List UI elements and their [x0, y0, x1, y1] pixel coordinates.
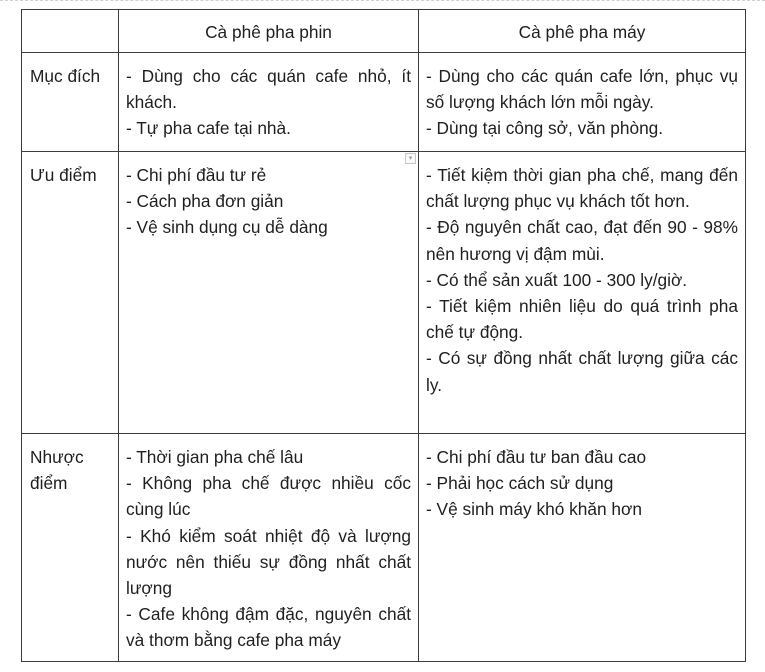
cell-line: - Vệ sinh máy khó khăn hơn	[426, 499, 642, 520]
header-cell-empty[interactable]	[22, 10, 119, 53]
cell-line: - Phải học cách sử dụng	[426, 473, 614, 494]
cell-line: - Không pha chế được nhiều cốc cùng lúc	[126, 473, 411, 520]
header-cell-may[interactable]	[419, 10, 746, 53]
phin-cell-uu-diem[interactable]	[119, 152, 419, 434]
cell-line: - Chi phí đầu tư rẻ	[126, 165, 267, 185]
table-header-row	[22, 10, 746, 53]
cell-line: - Vệ sinh dụng cụ dễ dàng	[126, 217, 328, 238]
cell-line: - Cafe không đậm đặc, nguyên chất và thơm bằng cafe pha máy	[126, 604, 411, 651]
cell-line: - Tiết kiệm nhiên liệu do quá trình pha chế tự động.	[426, 296, 738, 343]
cell-line: - Cách pha đơn giản	[126, 191, 284, 212]
cell-line: - Dùng cho các quán cafe lớn, phục vụ số lượng khách lớn mỗi ngày.	[426, 66, 738, 113]
header-cell-phin[interactable]	[119, 10, 419, 53]
may-cell-muc-dich[interactable]	[419, 53, 746, 152]
comparison-table	[21, 9, 746, 662]
row-label-text: Mục đích	[30, 66, 101, 86]
cell-line: - Tự pha cafe tại nhà.	[126, 118, 291, 139]
cell-line: - Thời gian pha chế lâu	[126, 447, 304, 467]
phin-cell-muc-dich[interactable]	[119, 53, 419, 152]
row-label-cell[interactable]	[22, 152, 119, 434]
cell-resize-handle-icon[interactable]: ▾	[405, 153, 416, 164]
row-label-text: Nhược điểm	[30, 447, 84, 494]
cell-line: - Chi phí đầu tư ban đầu cao	[426, 447, 647, 467]
page-top-border	[0, 0, 765, 2]
row-label-cell[interactable]	[22, 53, 119, 152]
may-cell-uu-diem[interactable]	[419, 152, 746, 434]
phin-cell-nhuoc-diem[interactable]	[119, 434, 419, 662]
cell-line: - Khó kiểm soát nhiệt độ và lượng nước nên thiếu sự đồng nhất chất lượng	[126, 525, 411, 599]
cell-line: - Có thể sản xuất 100 - 300 ly/giờ.	[426, 269, 688, 290]
cell-line: - Có sự đồng nhất chất lượng giữa các ly.	[426, 348, 738, 395]
row-label-text: Ưu điểm	[30, 165, 97, 185]
cell-line: - Dùng cho các quán cafe nhỏ, ít khách.	[126, 66, 411, 113]
cell-line: - Tiết kiệm thời gian pha chế, mang đến chất lượng phục vụ khách tốt hơn.	[426, 165, 738, 212]
cell-line: - Dùng tại công sở, văn phòng.	[426, 118, 664, 139]
header-phin-text: Cà phê pha phin	[205, 21, 332, 42]
header-may-text: Cà phê pha máy	[518, 21, 646, 42]
row-label-cell[interactable]	[22, 434, 119, 662]
cell-line: - Độ nguyên chất cao, đạt đến 90 - 98% nên hương vị đậm mùi.	[426, 217, 738, 264]
may-cell-nhuoc-diem[interactable]	[419, 434, 746, 662]
table-row-muc-dich	[22, 53, 746, 152]
table-row-uu-diem	[22, 152, 746, 434]
table-row-nhuoc-diem	[22, 434, 746, 662]
